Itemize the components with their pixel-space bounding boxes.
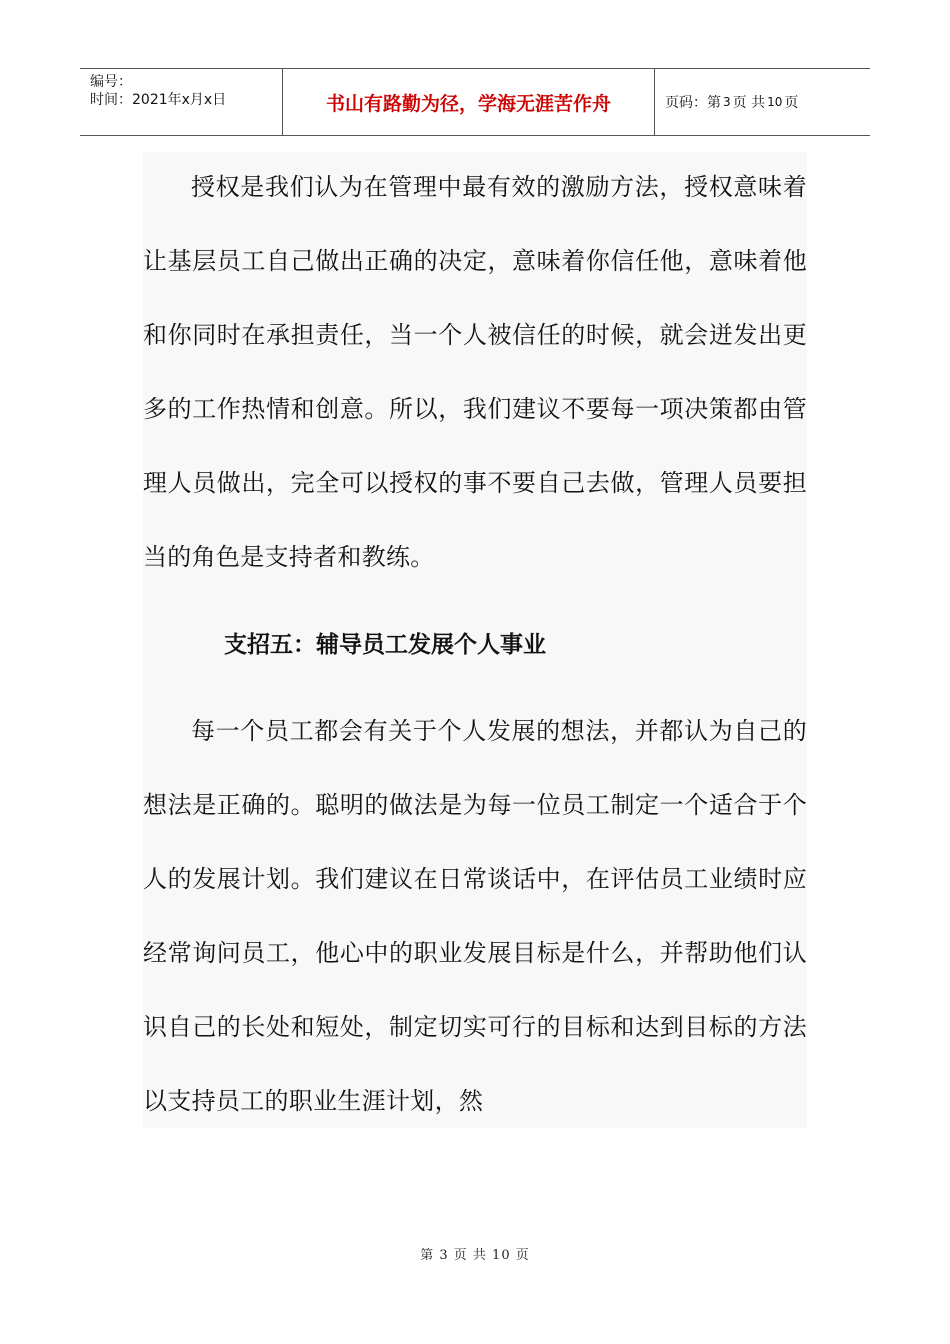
page-prefix: 页码：第 [665,95,721,111]
header-motto: 书山有路勤为径，学海无涯苦作舟 [325,92,611,115]
page-current: 3 [723,95,731,109]
page-total: 10 [767,95,783,109]
page-mid: 页 共 [732,95,766,111]
page-footer: 第 3 页 共 10 页 [420,1248,530,1263]
section-heading: 支招五：辅导员工发展个人事业 [224,632,546,658]
header-motto-cell [282,69,655,135]
header-info-cell [80,69,282,135]
page-header [80,68,870,136]
page-suffix: 页 [784,95,799,111]
document-number-label: 编号： [90,74,132,90]
paragraph-career-development: 每一个员工都会有关于个人发展的想法，并都认为自己的想法是正确的。聪明的做法是为每一位员工制定一个适合于个人的发展计划。我们建议在日常谈话中，在评估员工业绩时应经常询问员工，他心中的职业发展目标是什么，并帮助他们认识自己的长处和短处，制定切实可行的目标和达到目标的方法以支持员工的职业生涯计划，然 [143,717,807,1115]
paragraph-empowerment: 授权是我们认为在管理中最有效的激励方法，授权意味着让基层员工自己做出正确的决定，意味着你信任他，意味着他和你同时在承担责任，当一个人被信任的时候，就会迸发出更多的工作热情和创意。所以，我们建议不要每一项决策都由管理人员做出，完全可以授权的事不要自己去做，管理人员要担当的角色是支持者和教练。 [143,173,807,571]
header-page-cell [655,69,870,135]
document-time-label: 时间：2021年x月x日 [90,92,227,108]
